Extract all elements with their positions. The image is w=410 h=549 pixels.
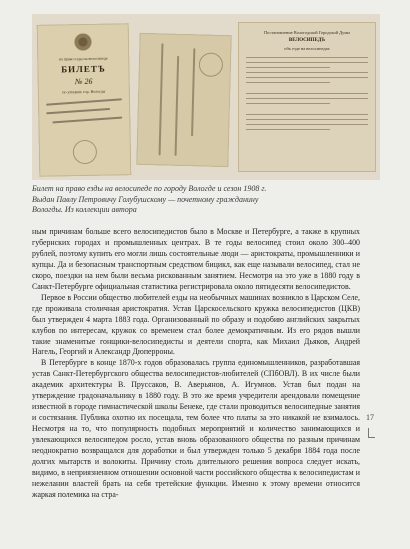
- print-line: [246, 82, 330, 83]
- paragraph-2: Первое в России общество любителей езды на необычных машинах возникло в Царском Селе, где проживала столичная аристократия. Устав Царскосельского кружка велосипедистов (ЦКВ) был утвержден 4 марта 1883 года. Организованный по образу и подобию английских закрытых клубов по интересам, кружок со временем стал более демократичным. Из его рядов вышли такие знаменитые гонщики-велосипедисты и деятели спорта, как Михаил Дьяков, Андрей Нагель, Георгий и Александр Дюперроны.: [32, 292, 360, 357]
- print-line: [246, 62, 368, 63]
- print-line: [246, 57, 368, 58]
- print-line: [246, 119, 368, 120]
- print-line: [246, 124, 368, 125]
- print-line: [246, 98, 368, 99]
- print-line: [246, 103, 330, 104]
- print-line: [246, 93, 368, 94]
- print-line: [246, 72, 368, 73]
- body-text: [32, 227, 360, 501]
- stamp-1: [73, 140, 97, 164]
- handwriting-column-2: [175, 56, 180, 156]
- stamp-2: [199, 52, 224, 77]
- photo-caption: Билет на право езды на велосипеде по городу Вологде и сезон 1908 г. Выдан Павлу Петровичу Голубушскому — почетному гражданину Вологды. Из коллекции автора: [32, 184, 267, 214]
- ticket-1-number: № 26: [74, 76, 93, 87]
- ticket-1-line-2: по улицамъ гор. Вологды: [62, 88, 106, 95]
- print-line: [246, 114, 368, 115]
- handwriting-1: [46, 98, 122, 105]
- page-number: 17: [366, 413, 374, 422]
- print-line: [246, 67, 330, 68]
- ticket-2: [136, 33, 231, 167]
- coat-of-arms: [71, 32, 95, 52]
- tickets-photo: [32, 14, 380, 180]
- ticket-3-line-2: объ езде на велосипедах: [284, 45, 330, 51]
- handwriting-2: [46, 108, 110, 114]
- handwriting-3: [52, 117, 122, 124]
- handwriting-column-1: [159, 43, 164, 155]
- print-line: [246, 77, 368, 78]
- ticket-1: [37, 23, 132, 177]
- paragraph-3: В Петербурге в конце 1870-х годов образовалась группа единомышленников, разработавшая устав Санкт-Петербургского общества велосипедистов-любителей (СПбОВЛ). В их числе были академик архитектуры В. Пруссаков, В. Аверьянов, А. Игумнов. Устав был подан на утверждение градоначальнику в 1880 году. В это же время учредители арендовали помещение известной в городе гимнастической школы Бенеке, где стали проводиться велосипедные занятия и состязания. Публика охотно их посещала, тем более что платы за это никакой не взималось. Несмотря на то, что популярность подобных мероприятий и количество занимающихся и увлекающихся велосипедом росло, устав вновь образованного общества по разным причинам неоднократно возвращался для доработки и был утвержден только 5 декабря 1884 года после долгих мытарств и волокиты. Причину столь длительного решения вопроса следует искать, видимо, в неприязненном отношении основной части российского общества к велосипедистам и нежелании властей брать на себя третейские функции. Именно к этому времени относится жаркая полемика на стра-: [32, 358, 360, 499]
- handwriting-column-3: [191, 48, 195, 136]
- ticket-3-header: ВЕЛОСИПЕДЪ: [288, 37, 326, 43]
- margin-mark: [368, 428, 375, 438]
- ticket-1-title: БИЛЕТЪ: [61, 63, 106, 75]
- print-line: [246, 129, 330, 130]
- paragraph-1: ным причинам больше всего велосипедистов было в Москве и Петербурге, а также в крупных губернских городах и промышленных центрах. В те годы велосипед стоил около 300–400 рублей, поэтому купить его могли лишь состоятельные люди — аристократы, промышленники и купцы. Да и безопасным транспортным средством бицикл, как еще называли велосипед, стал не скоро, поездки на нем были весьма рискованным занятием. Несмотря на это уже в 1880 году в Санкт-Петербурге официальная статистика регистрировала около пятидесяти велосипедистов.: [32, 227, 360, 291]
- ticket-3: [238, 22, 376, 172]
- ticket-1-line-1: на право езды на велосипеде: [58, 55, 108, 62]
- ticket-3-line-1: Постановление Вологодской Городской Думы: [264, 30, 350, 35]
